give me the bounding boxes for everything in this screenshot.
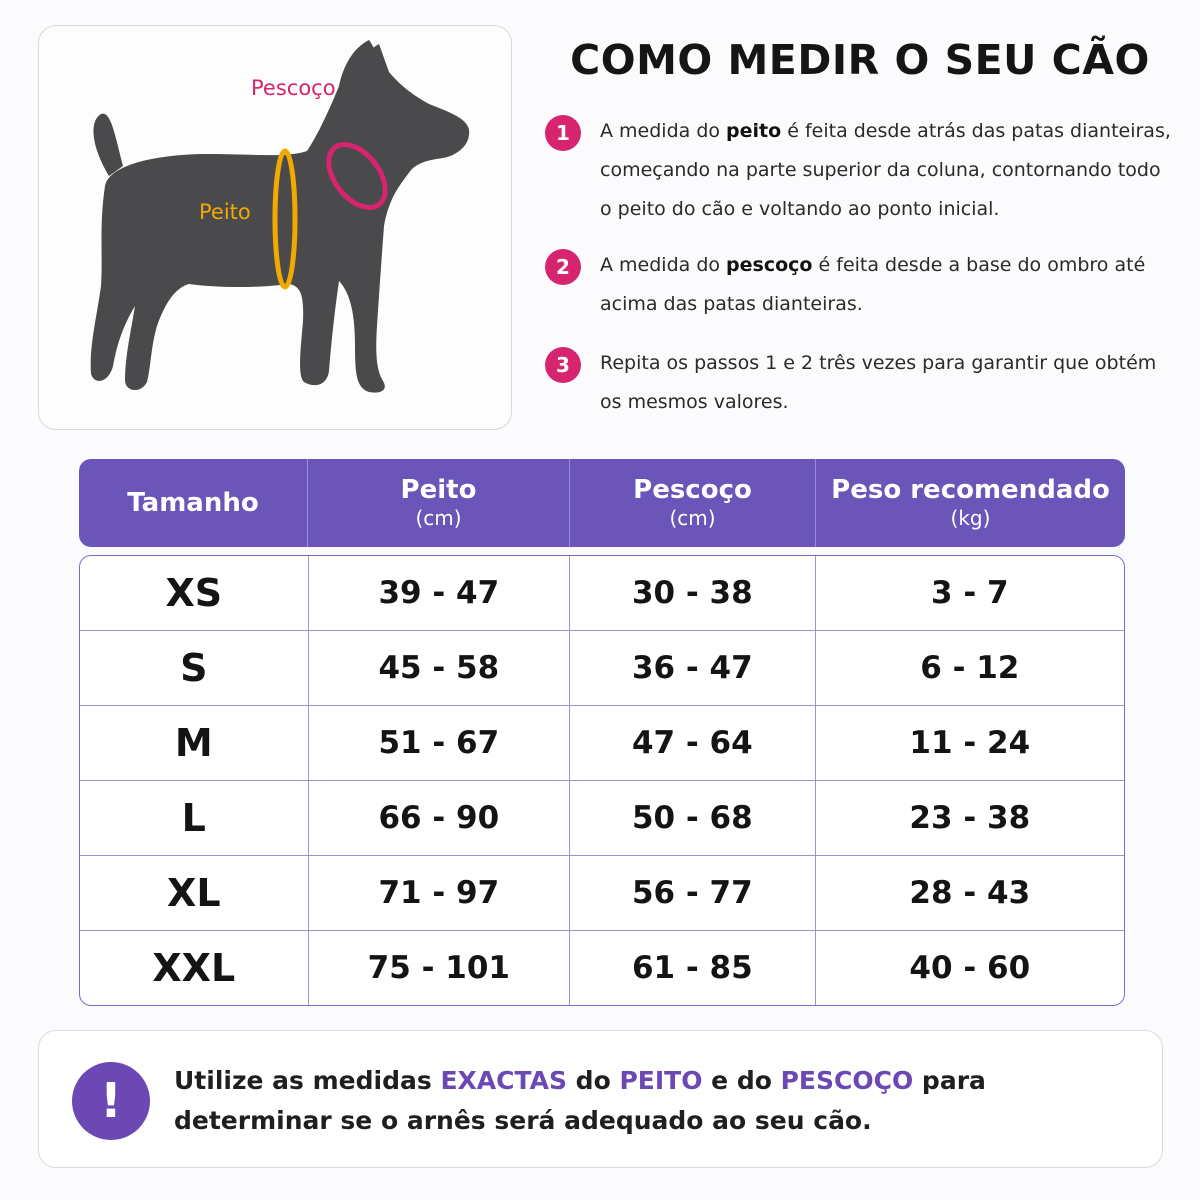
step-text: A medida do pescoço é feita desde a base do ombro até acima das patas dianteiras. [600,254,1146,315]
weight-cell: 28 - 43 [909,875,1031,911]
table-row [80,556,1124,631]
neck-cell: 56 - 77 [570,856,816,930]
weight-cell: 6 - 12 [920,650,1020,686]
neck-cell: 61 - 85 [570,931,816,1005]
chest-cell: 45 - 58 [309,631,571,705]
table-row [80,706,1124,781]
step-number-badge: 1 [545,115,581,151]
header-weight: Peso recomendado (kg) [831,475,1110,530]
size-cell: S [80,631,309,705]
advice-text: Utilize as medidas EXACTAS do PEITO e do PESCOÇO para determinar se o arnês será adequado ao seu cão. [174,1066,986,1135]
weight-cell: 3 - 7 [931,575,1009,611]
weight-cell: 23 - 38 [909,800,1031,836]
size-cell: L [80,781,309,855]
chest-cell: 66 - 90 [309,781,571,855]
size-cell: XS [80,556,309,630]
header-chest: Peito (cm) [308,459,570,547]
table-row [80,781,1124,856]
size-cell: XXL [80,931,309,1005]
chest-label: Peito [199,200,251,224]
header-size: Tamanho [79,459,308,547]
size-cell: M [80,706,309,780]
table-row [80,856,1124,931]
size-table [79,459,1125,1006]
neck-cell: 30 - 38 [570,556,816,630]
step-text: A medida do peito é feita desde atrás das patas dianteiras, começando na parte superior da coluna, contornando todo o peito do cão e voltando ao ponto inicial. [600,120,1171,220]
neck-cell: 50 - 68 [570,781,816,855]
chest-cell: 71 - 97 [309,856,571,930]
advice-note [38,1030,1163,1168]
table-header [79,459,1125,547]
step-number-badge: 3 [545,347,581,383]
weight-cell: 40 - 60 [909,950,1031,986]
table-body [79,555,1125,1006]
step-number-badge: 2 [545,249,581,285]
step-text: Repita os passos 1 e 2 três vezes para garantir que obtém os mesmos valores. [600,352,1157,413]
exclamation-icon: ! [72,1062,150,1140]
neck-cell: 36 - 47 [570,631,816,705]
chest-cell: 51 - 67 [309,706,571,780]
neck-label: Pescoço [251,76,336,100]
header-neck: Pescoço (cm) [570,459,816,547]
table-row [80,631,1124,706]
page-title: COMO MEDIR O SEU CÃO [570,36,1150,84]
size-cell: XL [80,856,309,930]
table-row [80,931,1124,1005]
weight-cell: 11 - 24 [909,725,1031,761]
dog-illustration-card [38,25,512,430]
chest-cell: 75 - 101 [309,931,571,1005]
chest-cell: 39 - 47 [309,556,571,630]
neck-cell: 47 - 64 [570,706,816,780]
